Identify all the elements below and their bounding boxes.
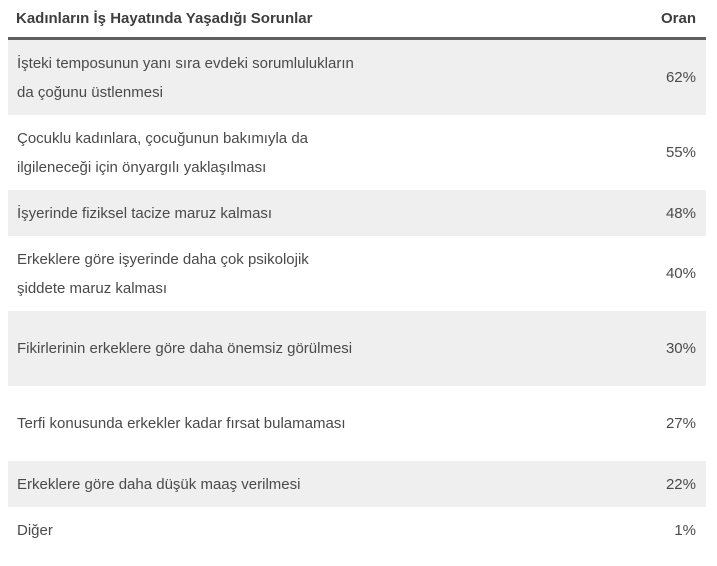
table-row [8, 461, 706, 507]
row-problem: İşyerinde fiziksel tacize maruz kalması [17, 204, 273, 222]
table-row [8, 311, 706, 386]
table-row [8, 386, 706, 461]
table-row [8, 236, 706, 311]
row-rate: 22% [665, 475, 696, 493]
row-rate: 30% [665, 340, 696, 357]
row-problem: Diğer [17, 521, 53, 539]
header-rate: Oran [660, 10, 696, 27]
row-problem: İşteki temposunun yanı sıra evdeki sorumlulukların da çoğunu üstlenmesi [17, 54, 354, 101]
row-rate: 48% [665, 204, 696, 222]
row-problem: Erkeklere göre işyerinde daha çok psikolojik şiddete maruz kalması [17, 250, 309, 297]
header-problem: Kadınların İş Hayatında Yaşadığı Sorunlar [16, 10, 313, 27]
row-rate: 27% [665, 415, 696, 432]
table-row [8, 115, 706, 190]
row-problem: Çocuklu kadınlara, çocuğunun bakımıyla da ilgileneceği için önyargılı yaklaşılması [17, 129, 309, 176]
row-rate: 1% [674, 521, 696, 539]
row-problem: Erkeklere göre daha düşük maaş verilmesi [17, 475, 301, 493]
problems-table [8, 0, 706, 553]
row-problem: Terfi konusunda erkekler kadar fırsat bulamaması [17, 415, 346, 432]
row-rate: 55% [665, 144, 696, 161]
row-rate: 62% [665, 69, 696, 86]
table-header [8, 0, 706, 40]
table-row [8, 507, 706, 553]
table-row [8, 40, 706, 115]
row-rate: 40% [665, 265, 696, 282]
row-problem: Fikirlerinin erkeklere göre daha önemsiz görülmesi [17, 340, 353, 357]
table-row [8, 190, 706, 236]
